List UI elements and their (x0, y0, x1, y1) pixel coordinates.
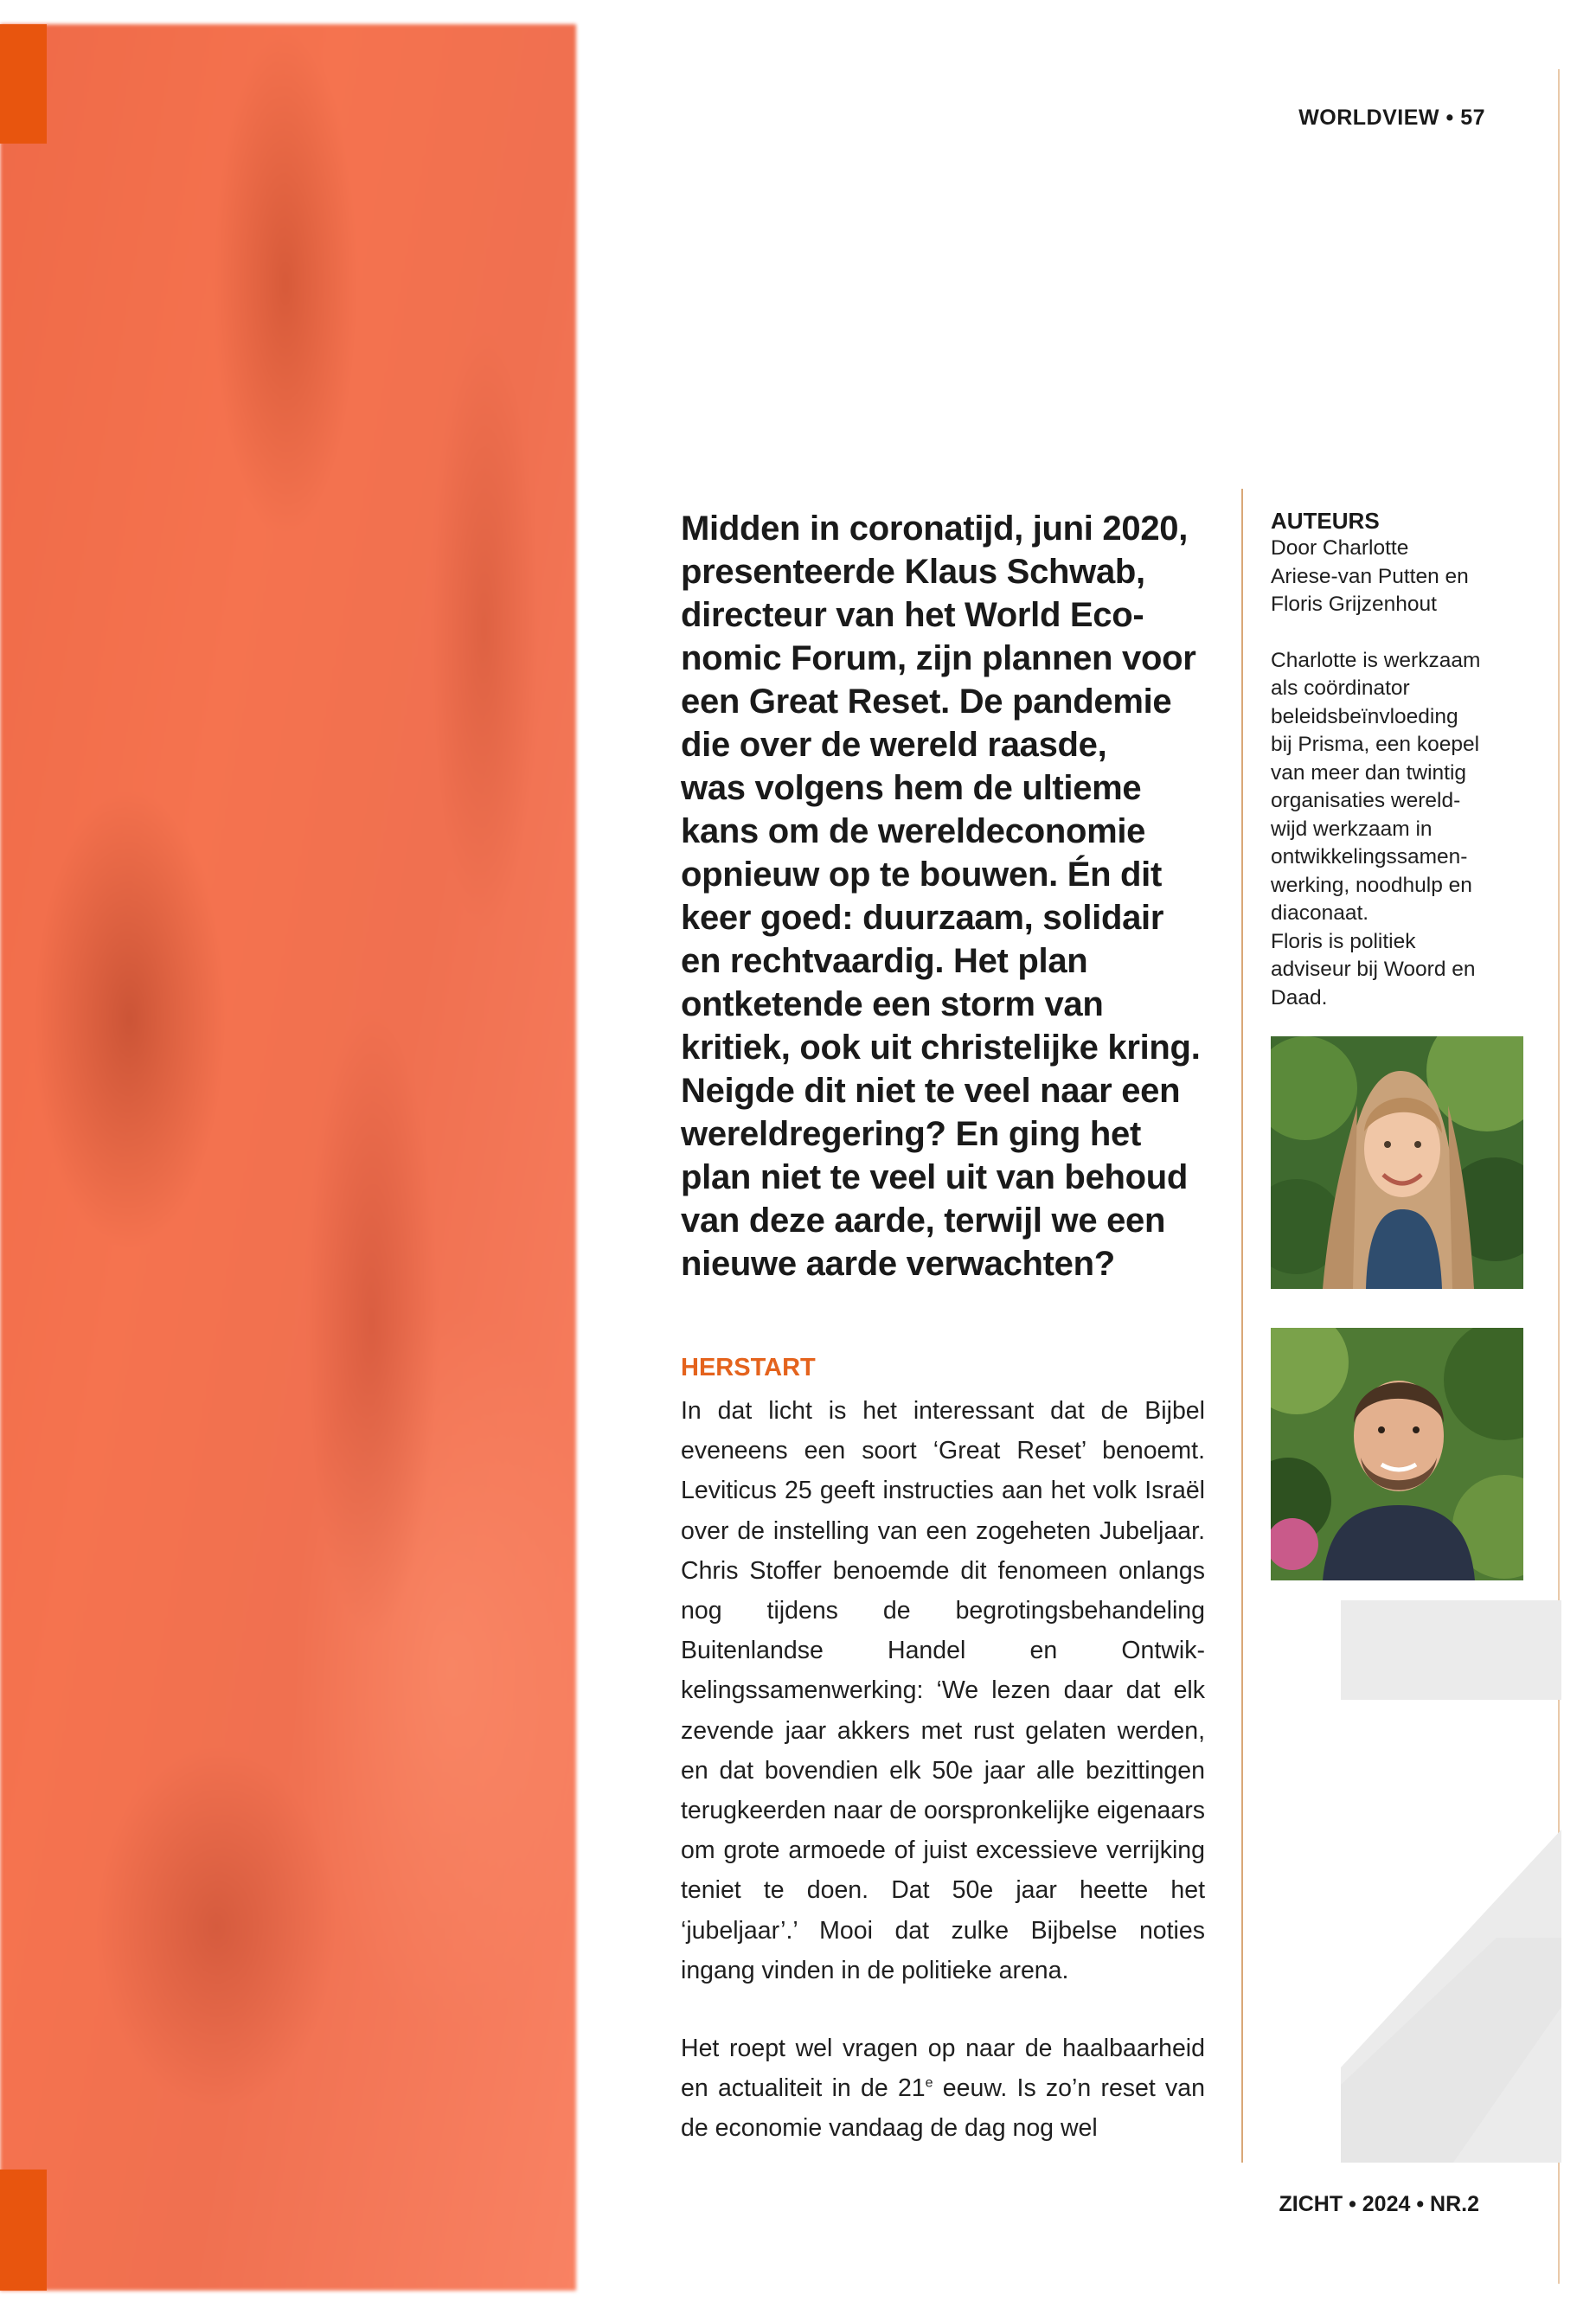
body-paragraph-1: In dat licht is het interessant dat de Bijbel eveneens een soort ‘Great Reset’ benoemt. Leviticus 25 geeft instructies aan het volk Israël over de instelling van een zogeheten Jubeljaar. Chris Stoffer benoemde dit fenomeen onlangs nog tijdens de begrotingsbehandeling Buitenlandse Handel en Ontwikkelingssamenwerking: ‘We lezen daar dat elk zevende jaar akkers met rust gelaten werden, en dat bovendien elk 50e jaar alle bezittingen terugkeerden naar de oorspronkelijke eigenaars om grote armoede of juist excessieve verrijking teniet te doen. Dat 50e jaar heette het ‘jubeljaar’.’ Mooi dat zulke Bijbelse noties ingang vinden in de politieke arena. (681, 1397, 1205, 1984)
section-heading: HERSTART (681, 1354, 816, 1381)
page-number: 57 (1460, 106, 1485, 130)
bio-line: Charlotte is werkzaam (1271, 648, 1481, 672)
authors-sidebar (1271, 507, 1530, 1012)
bio-line: werking, noodhulp en (1271, 873, 1472, 897)
lead-line: een Great Reset. De pandemie (681, 683, 1172, 721)
lead-paragraph (681, 507, 1217, 1285)
lead-line: presenteerde Klaus Schwab, (681, 553, 1145, 591)
lead-line: kans om de wereldeconomie (681, 812, 1146, 850)
lead-line: keer goed: duurzaam, solidair (681, 899, 1164, 937)
blurred-photo-panel (0, 24, 576, 2291)
bio-line: Daad. (1271, 985, 1328, 1009)
lead-line: was volgens hem de ultieme (681, 769, 1142, 807)
lead-line: Neigde dit niet te veel naar een (681, 1072, 1181, 1110)
bio-line: van meer dan twintig (1271, 760, 1467, 785)
lead-line: die over de wereld raasde, (681, 726, 1107, 764)
bio-line: als coördinator (1271, 676, 1410, 700)
decorative-number-mark (1341, 1600, 1561, 2163)
page-footer: ZICHT • 2024 • NR.2 (1279, 2192, 1479, 2216)
lead-line: kritiek, ook uit christelijke kring. (681, 1029, 1201, 1067)
orange-corner-tab-top (0, 24, 47, 144)
bio-line: ontwikkelingssamen- (1271, 845, 1468, 868)
lead-line: plan niet te veel uit van behoud (681, 1158, 1189, 1196)
author-photo-floris (1271, 1328, 1523, 1580)
lead-line: Midden in coronatijd, juni 2020, (681, 510, 1189, 548)
author-byline (1271, 535, 1530, 619)
ordinal-superscript: e (925, 2075, 933, 2091)
author-bio (1271, 647, 1530, 1013)
running-head (1298, 106, 1485, 131)
bio-line: adviseur bij Woord en (1271, 958, 1476, 981)
lead-line: en rechtvaardig. Het plan (681, 942, 1088, 980)
lead-line: wereldregering? En ging het (681, 1115, 1141, 1153)
bio-line: beleidsbeïnvloeding (1271, 704, 1458, 728)
paragraph-2-start: Het roept wel vragen op naar de haalbaarheid en actualiteit in de 21 (681, 2035, 1205, 2103)
bio-line: diaconaat. (1271, 901, 1369, 925)
byline-line: Ariese-van Putten en (1271, 564, 1469, 588)
bio-line: organisaties wereld- (1271, 789, 1461, 812)
body-paragraph-2 (681, 2029, 1205, 2149)
lead-line: directeur van het World Eco- (681, 596, 1144, 634)
byline-line: Door Charlotte (1271, 536, 1409, 560)
lead-line: opnieuw op te bouwen. Én dit (681, 856, 1162, 894)
orange-corner-tab-bottom (0, 2170, 47, 2291)
bio-line: bij Prisma, een koepel (1271, 733, 1480, 756)
section-name: WORLDVIEW (1298, 106, 1440, 130)
lead-line: ontketende een storm van (681, 985, 1104, 1023)
lead-line: nomic Forum, zijn plannen voor (681, 639, 1196, 677)
bio-line: Floris is politiek (1271, 929, 1416, 953)
bio-line: wijd werkzaam in (1271, 817, 1433, 841)
lead-line: nieuwe aarde verwachten? (681, 1245, 1115, 1283)
authors-label: AUTEURS (1271, 508, 1380, 534)
separator-dot: • (1445, 106, 1454, 130)
lead-line: van deze aarde, terwijl we een (681, 1202, 1166, 1240)
sidebar-divider (1241, 489, 1243, 2163)
byline-line: Floris Grijzenhout (1271, 593, 1437, 616)
author-photo-charlotte (1271, 1036, 1523, 1289)
paragraph-2-end: eeuw. Is zo’n reset van de economie vandaag de dag nog wel (681, 2074, 1205, 2143)
